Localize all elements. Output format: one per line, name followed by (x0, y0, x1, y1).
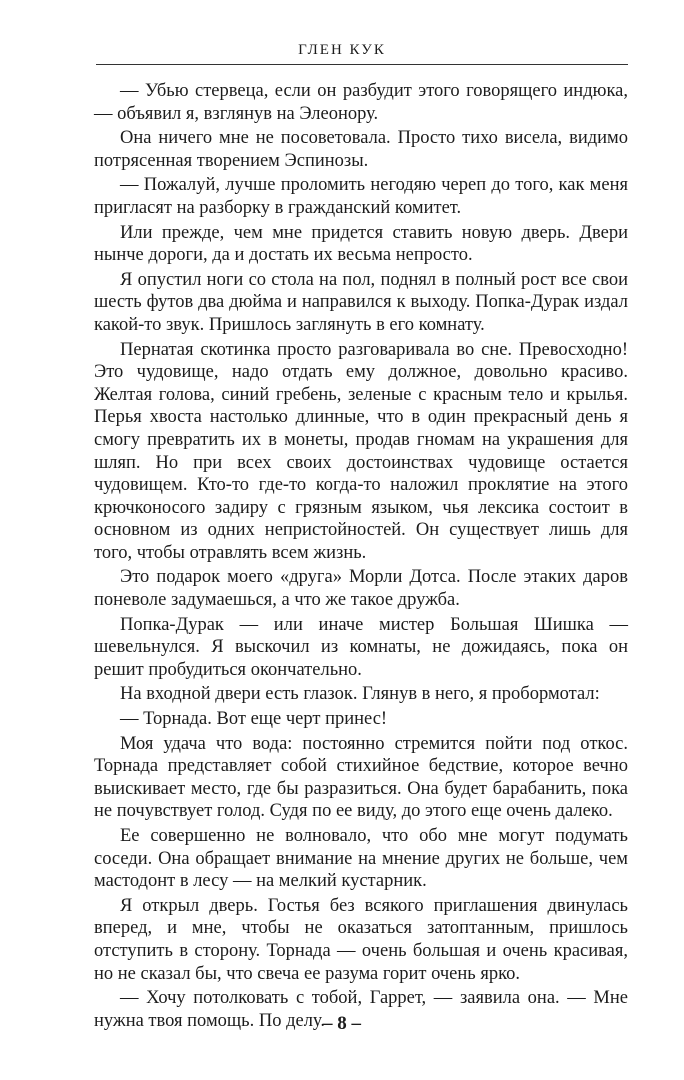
paragraph: Она ничего мне не посоветовала. Просто тихо висела, видимо потрясенная творением Эспинозы. (94, 128, 628, 171)
paragraph: Я открыл дверь. Гостья без всякого приглашения двинулась вперед, и мне, чтобы не оказаться затоптанным, пришлось отступить в сторону. Торнада — очень большая и очень красивая, но не сказал бы, что свеча ее разума горит очень ярко. (94, 895, 628, 984)
paragraph: Моя удача что вода: постоянно стремится пойти под откос. Торнада представляет собой стихийное бедствие, которое вечно выискивает место, где бы разразиться. Она будет барабанить, пока не почувствует голод. Судя по ее виду, до этого еще очень далеко. (94, 733, 628, 822)
paragraph: На входной двери есть глазок. Глянув в него, я пробормотал: (120, 684, 600, 705)
running-header: ГЛЕН КУК (298, 42, 386, 58)
page-number: – 8 – (323, 1013, 361, 1034)
paragraph: — Торнада. Вот еще черт принес! (120, 709, 388, 730)
paragraph: Ее совершенно не волновало, что обо мне могут подумать соседи. Она обращает внимание на мнение других не больше, чем мастодонт в лесу — на мелкий кустарник. (94, 826, 628, 892)
paragraph: — Убью стервеца, если он разбудит этого говорящего индюка, — объявил я, взглянув на Элеонору. (94, 81, 628, 124)
body-text (94, 80, 628, 1032)
paragraph: Я опустил ноги со стола на пол, поднял в полный рост все свои шесть футов два дюйма и направился к выходу. Попка-Дурак издал какой-то звук. Пришлось заглянуть в его комнату. (94, 269, 628, 335)
paragraph: — Пожалуй, лучше проломить негодяю череп до того, как меня пригласят на разборку в гражданский комитет. (94, 175, 628, 218)
paragraph: Пернатая скотинка просто разговаривала во сне. Превосходно! Это чудовище, надо отдать ему должное, довольно красиво. Желтая голова, синий гребень, зеленые с красным тело и крылья. Перья хвоста настолько длинные, что в один прекрасный день я смогу превратить их в монеты, продав гномам на украшения для шляп. Но при всех своих достоинствах чудовище остается чудовищем. Кто-то где-то когда-то наложил проклятие на этого крючконосого задиру с грязным языком, чья лексика состоит в основном из одних непристойностей. Он существует лишь для того, чтобы отравлять всем жизнь. (94, 339, 628, 563)
header-rule (96, 64, 628, 65)
paragraph: Это подарок моего «друга» Морли Дотса. После этаких даров поневоле задумаешься, а что же такое дружба. (94, 567, 628, 611)
paragraph: — Хочу потолковать с тобой, Гаррет, — заявила она. — Мне нужна твоя помощь. По делу. (94, 988, 628, 1031)
paragraph: Или прежде, чем мне придется ставить новую дверь. Двери нынче дороги, да и достать их весьма непросто. (94, 222, 628, 266)
paragraph: Попка-Дурак — или иначе мистер Большая Шишка — шевельнулся. Я выскочил из комнаты, не дожидаясь, пока он решит пробудиться окончательно. (94, 614, 628, 680)
